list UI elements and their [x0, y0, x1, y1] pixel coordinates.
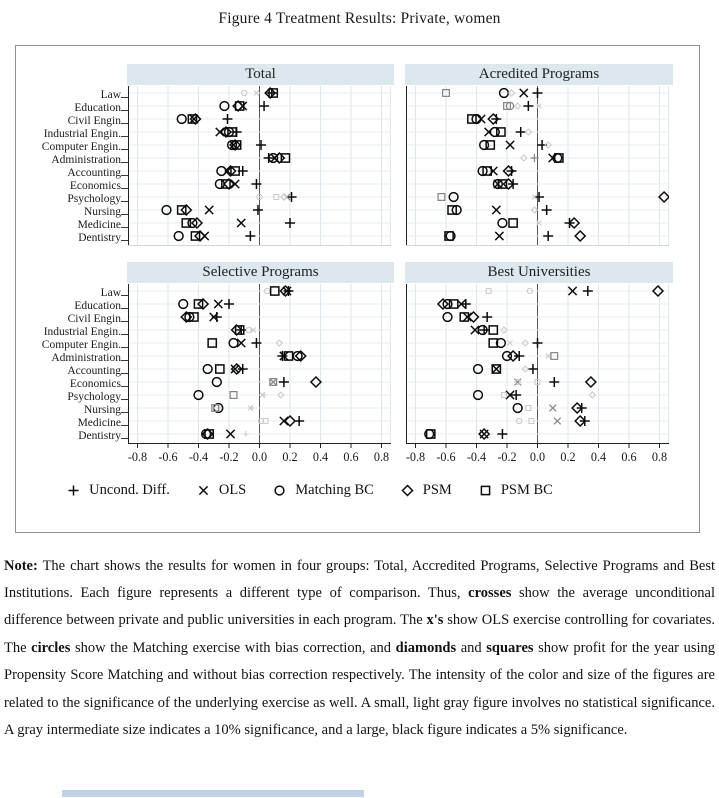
square-marker: [481, 486, 489, 494]
y-axis-label: Civil Engin: [24, 311, 124, 324]
y-axis-label: Economics: [24, 178, 124, 191]
x-tick-label: 0.8: [651, 450, 668, 464]
square-marker-icon: [478, 483, 493, 498]
plus-marker: [534, 192, 544, 202]
legend-item-psm-bc: [478, 482, 553, 499]
y-axis-label: Civil Engin: [24, 113, 124, 126]
plus-marker: [222, 114, 232, 124]
plus-marker: [543, 231, 553, 241]
figure-frame: [15, 45, 700, 533]
panel-title-best: Best Universities: [405, 262, 673, 283]
legend-label: OLS: [218, 482, 247, 498]
legend-label: Matching BC: [295, 482, 374, 498]
legend-label: PSM: [422, 482, 452, 498]
scatter-plot-total: [128, 86, 391, 248]
y-axis-label: Dentistry: [24, 428, 124, 441]
circle-marker: [275, 486, 284, 495]
diamond-marker: [402, 486, 412, 496]
plus-marker: [287, 192, 297, 202]
y-axis-label: Medicine: [24, 217, 124, 230]
plus-marker: [533, 88, 543, 98]
plus-marker: [514, 351, 524, 361]
plus-marker: [528, 364, 538, 374]
plus-marker: [583, 286, 593, 296]
plus-marker: [224, 299, 234, 309]
figure-note: Note: The chart shows the results for women in four groups: Total, Accredited Programs, Selective Programs and Best Institutions. Each figure represents a different type of comparison. Thus, crosses show the average unconditional difference between private and public universities in each program. The x's show OLS exercise controlling for covariates. The circles show the Matching exercise with bias correction, and diamonds and squares show profit for the year using Propensity Score Matching and without bias correction respectively. The intensity of the color and size of the figures are related to the significance of the underlying exercise as well. A small, light gray figure involves no statistical significance. A gray intermediate size indicates a 10% significance, and a large, black figure indicates a 5% significance.: [4, 557, 716, 738]
y-axis-label: Psychology: [24, 191, 124, 204]
y-axis-label: Administration: [24, 350, 124, 363]
diamond-marker-icon: [400, 483, 415, 498]
plus-marker: [482, 312, 492, 322]
scatter-plot-accredited: [406, 86, 669, 248]
legend-item-ols: [196, 482, 246, 499]
x-marker: [199, 486, 207, 494]
plus-marker: [516, 127, 526, 137]
plus-marker: [69, 486, 79, 496]
y-axis-label: Industrial Engin.: [24, 126, 124, 139]
legend-item-psm: [400, 482, 452, 499]
legend-item-uncond-diff: [66, 482, 170, 499]
legend-label: PSM BC: [500, 482, 553, 498]
y-axis-label: Computer Engin.: [24, 139, 124, 152]
x-tick-label: -0.2: [497, 450, 517, 464]
panel-title-selective: Selective Programs: [127, 262, 394, 283]
y-axis-label: Education: [24, 298, 124, 311]
x-tick-label: 0.2: [282, 450, 298, 464]
x-tick-label: 0.4: [312, 450, 329, 464]
panel-title-accredited: Acredited Programs: [405, 64, 673, 85]
circle-marker-icon: [272, 483, 287, 498]
plus-marker: [259, 101, 269, 111]
y-axis-label: Dentistry: [24, 230, 124, 243]
plus-marker: [542, 205, 552, 215]
plus-marker: [243, 431, 249, 437]
x-tick-label: -0.4: [188, 450, 209, 464]
scatter-plot-selective: [128, 284, 391, 468]
x-tick-label: -0.6: [436, 450, 456, 464]
y-axis-label: Medicine: [24, 415, 124, 428]
y-axis-label: Law: [24, 87, 124, 100]
plus-marker: [253, 205, 263, 215]
y-axis-label: Psychology: [24, 389, 124, 402]
y-axis-label: Industrial Engin.: [24, 324, 124, 337]
y-axis-label: Law: [24, 285, 124, 298]
plus-marker: [523, 101, 533, 111]
y-axis-label: Nursing: [24, 402, 124, 415]
y-axis-label: Computer Engin.: [24, 337, 124, 350]
y-axis-labels-bottom: [24, 285, 124, 441]
x-tick-label: 0.4: [590, 450, 607, 464]
x-tick-label: -0.6: [158, 450, 178, 464]
plus-marker: [245, 231, 255, 241]
x-tick-label: 0.0: [251, 450, 268, 464]
legend: [0, 482, 651, 499]
y-axis-label: Economics: [24, 376, 124, 389]
plus-marker: [461, 299, 471, 309]
plus-marker: [497, 429, 507, 439]
y-axis-labels-top: [24, 87, 124, 243]
page-title: Figure 4 Treatment Results: Private, women: [218, 10, 501, 27]
x-tick-label: -0.8: [128, 450, 148, 464]
y-axis-label: Accounting: [24, 363, 124, 376]
plus-marker: [256, 140, 266, 150]
plus-marker: [533, 338, 543, 348]
x-tick-label: -0.2: [219, 450, 239, 464]
x-tick-label: 0.8: [373, 450, 390, 464]
x-tick-label: 0.6: [621, 450, 637, 464]
plus-marker: [549, 377, 559, 387]
x-tick-label: 0.2: [560, 450, 576, 464]
legend-label: Uncond. Diff.: [89, 482, 170, 498]
plus-marker: [279, 377, 289, 387]
legend-item-matching-bc: [272, 482, 374, 499]
y-axis-label: Accounting: [24, 165, 124, 178]
scatter-plot-best: [406, 284, 669, 468]
x-marker-icon: [196, 483, 211, 498]
x-tick-label: -0.4: [466, 450, 487, 464]
x-tick-label: -0.8: [406, 450, 426, 464]
x-tick-label: 0.6: [343, 450, 359, 464]
panel-title-total: Total: [127, 64, 394, 85]
clipped-content-strip: [62, 790, 364, 797]
y-axis-label: Nursing: [24, 204, 124, 217]
plus-marker: [285, 218, 295, 228]
y-axis-label: Education: [24, 100, 124, 113]
plus-marker-icon: [66, 483, 81, 498]
x-tick-label: 0.0: [529, 450, 546, 464]
y-axis-label: Administration: [24, 152, 124, 165]
